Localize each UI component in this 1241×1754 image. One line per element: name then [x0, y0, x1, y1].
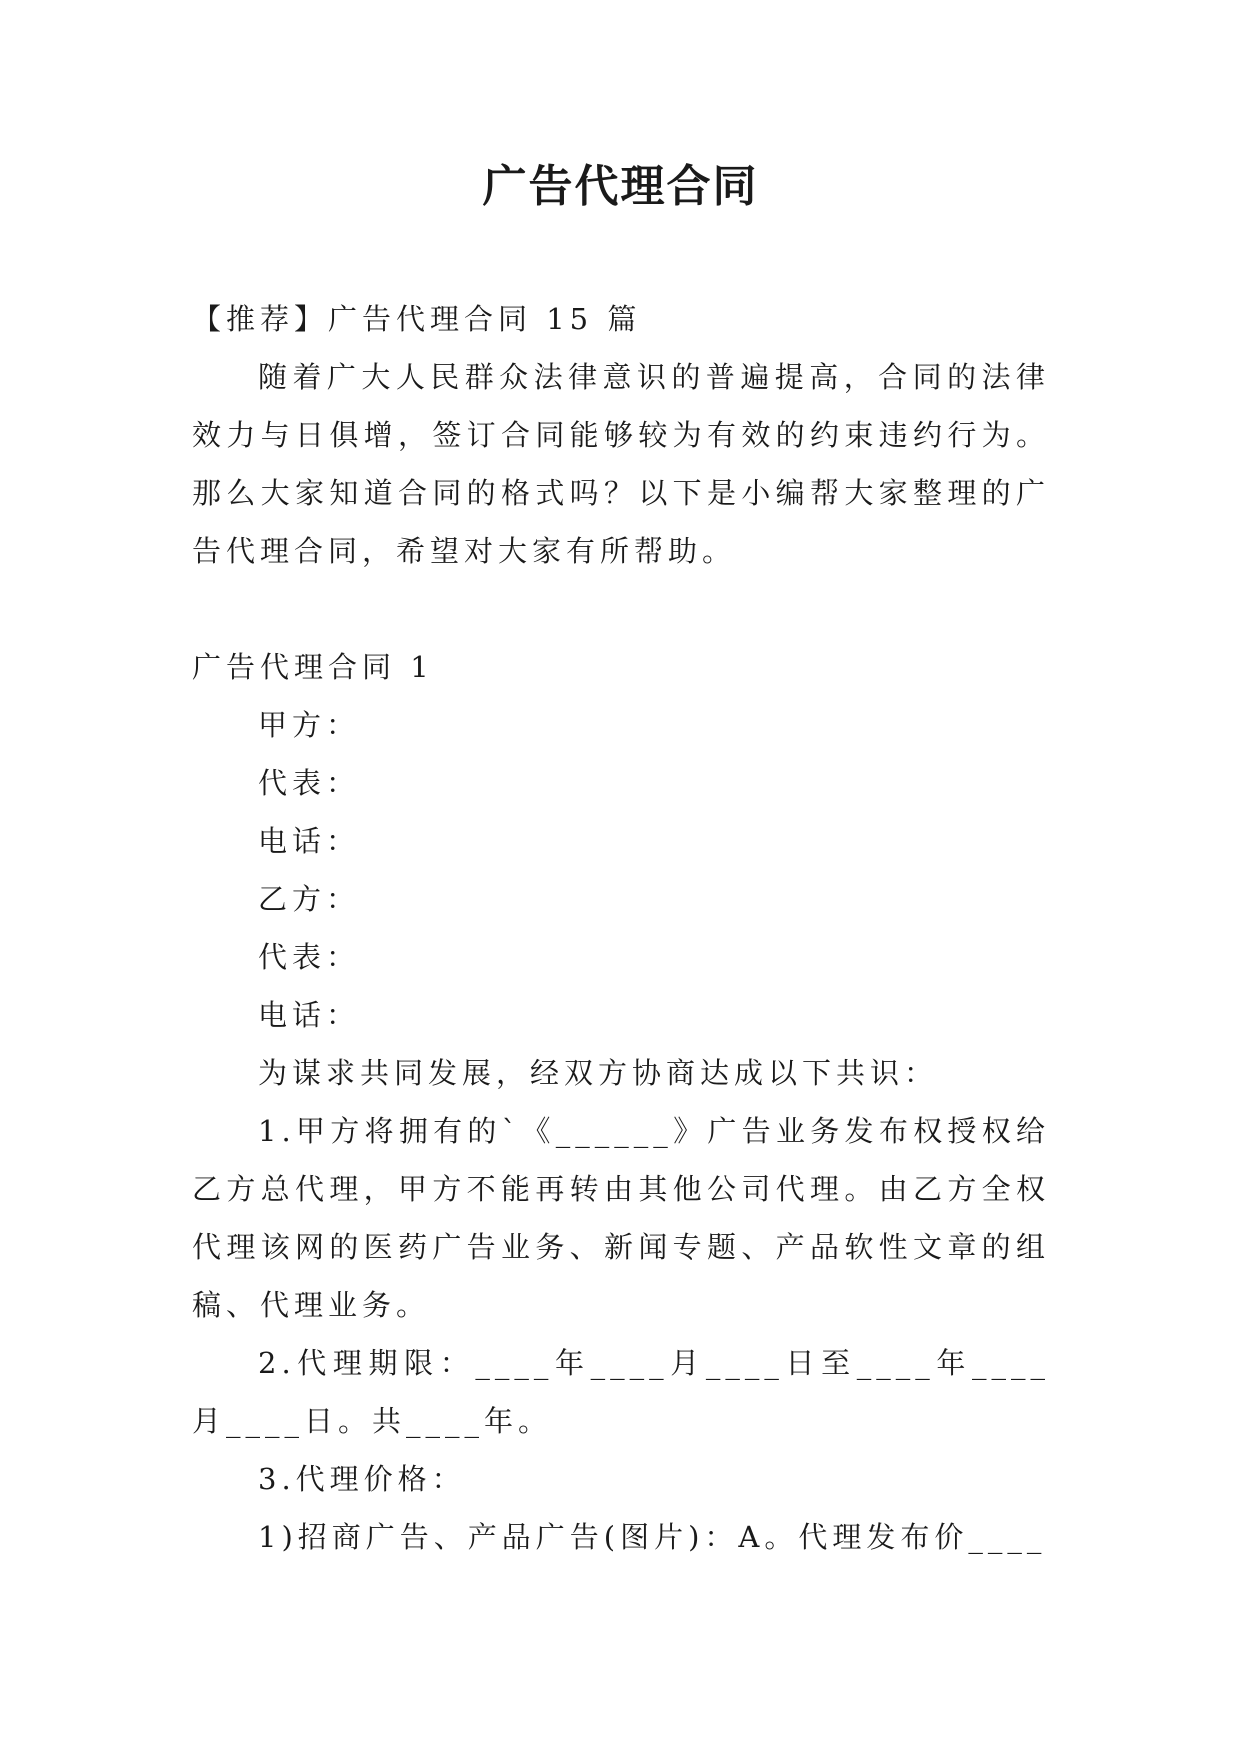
- section-heading: 广告代理合同 1: [192, 650, 434, 684]
- subtitle: 【推荐】广告代理合同 15 篇: [192, 302, 642, 336]
- document-body: [192, 290, 1050, 1566]
- paragraph-gap: [192, 580, 1050, 638]
- intro-paragraph: 随着广大人民群众法律意识的普遍提高，合同的法律效力与日俱增，签订合同能够较为有效的约束违约行为。那么大家知道合同的格式吗？以下是小编帮大家整理的广告代理合同，希望对大家有所帮助。: [192, 360, 1050, 568]
- party-a-rep-line: 代表：: [258, 766, 361, 800]
- clause-1: 1.甲方将拥有的`《______》广告业务发布权授权给乙方总代理，甲方不能再转由其他公司代理。由乙方全权代理该网的医药广告业务、新闻专题、产品软性文章的组稿、代理业务。: [192, 1114, 1050, 1322]
- clause-3: 3.代理价格：: [258, 1462, 466, 1496]
- party-a-phone-line: 电话：: [258, 824, 361, 858]
- document-title: 广告代理合同: [482, 161, 759, 212]
- agreement-intro: 为谋求共同发展，经双方协商达成以下共识：: [258, 1056, 939, 1090]
- clause-2: 2.代理期限：____年____月____日至____年____月____日。共____年。: [192, 1346, 1050, 1438]
- party-b-phone-line: 电话：: [258, 998, 361, 1032]
- party-b-line: 乙方：: [258, 882, 361, 916]
- party-b-rep-line: 代表：: [258, 940, 361, 974]
- party-a-line: 甲方：: [258, 708, 361, 742]
- clause-3-1: 1)招商广告、产品广告(图片)：A。代理发布价____: [258, 1520, 1047, 1554]
